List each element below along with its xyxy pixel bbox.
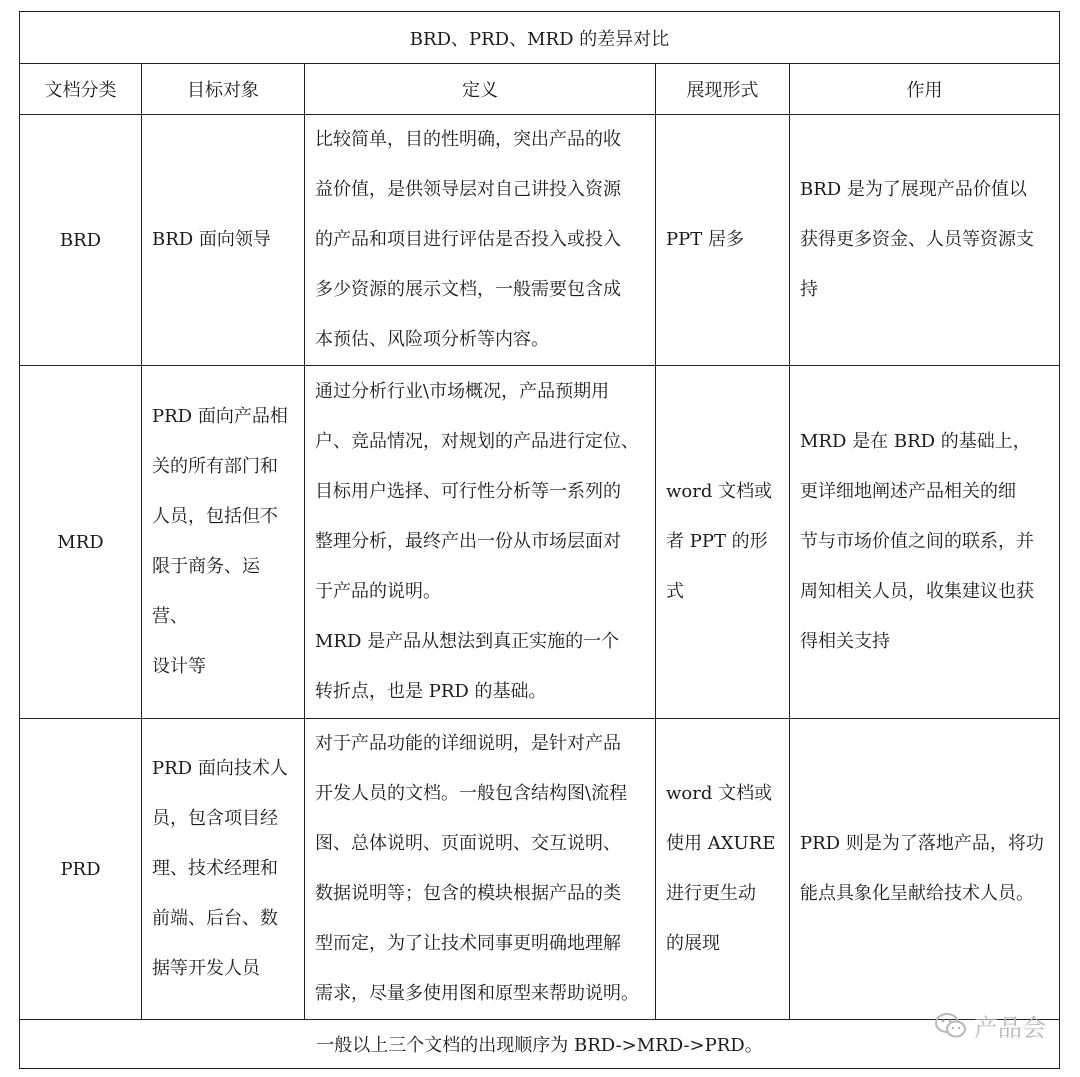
purpose-line: 得相关支持 [800,631,890,652]
category-cell: PRD [20,719,142,1020]
form-line: 使用 AXURE [666,833,776,854]
purpose-line: 节与市场价值之间的联系，并 [800,531,1034,552]
definition-line: 通过分析行业\市场概况，产品预期用 [315,381,610,402]
target-line: 限于商务、运营、 [152,556,260,627]
purpose-line: 更详细地阐述产品相关的细 [800,481,1016,502]
purpose-line: PRD 则是为了落地产品，将功 [800,833,1044,854]
purpose-line: 获得更多资金、人员等资源支 [800,229,1034,250]
definition-cell [305,366,656,719]
definition-cell [305,719,656,1020]
definition-paragraph [315,719,645,1019]
form-cell [656,719,790,1020]
definition-line: 多少资源的展示文档，一般需要包含成 [315,279,621,300]
definition-line: 的产品和项目进行评估是否投入或投入 [315,229,621,250]
definition-line: 户、竞品情况，对规划的产品进行定位、 [315,431,639,452]
table-title-row [20,12,1060,64]
target-cell [142,719,305,1020]
purpose-line: 能点具象化呈献给技术人员。 [800,883,1034,904]
target-line: 人员，包括但不 [152,506,278,527]
purpose-line: BRD 是为了展现产品价值以 [800,179,1027,200]
footer-row [20,1020,1060,1069]
definition-line: MRD 是产品从想法到真正实施的一个 [315,631,620,652]
table-row [20,366,1060,719]
definition-line: 于产品的说明。 [315,581,441,602]
purpose-cell [790,719,1060,1020]
target-line: PRD 面向技术人 [152,758,288,779]
target-line: 前端、后台、数 [152,908,278,929]
header-row [20,64,1060,115]
target-line: 据等开发人员 [152,958,260,979]
header-category: 文档分类 [20,64,142,115]
header-target: 目标对象 [142,64,305,115]
definition-line: 图、总体说明、页面说明、交互说明、 [315,833,621,854]
table-title: BRD、PRD、MRD 的差异对比 [20,12,1060,64]
target-line: PRD 面向产品相 [152,406,288,427]
definition-cell [305,115,656,366]
definition-line: 数据说明等；包含的模块根据产品的类 [315,883,621,904]
category-cell: BRD [20,115,142,366]
purpose-cell [790,115,1060,366]
purpose-line: MRD 是在 BRD 的基础上， [800,431,1031,452]
definition-paragraph [315,367,645,617]
target-cell [142,115,305,366]
comparison-table [19,11,1060,1069]
header-form: 展现形式 [656,64,790,115]
purpose-line: 周知相关人员，收集建议也获 [800,581,1034,602]
form-line: word 文档或 [666,481,773,502]
table-row [20,719,1060,1020]
definition-line: 整理分析，最终产出一份从市场层面对 [315,531,621,552]
definition-line: 本预估、风险项分析等内容。 [315,329,549,350]
target-cell [142,366,305,719]
form-cell [656,366,790,719]
form-line: 的展现 [666,933,720,954]
target-line: 关的所有部门和 [152,456,278,477]
form-line: 者 PPT 的形 [666,531,768,552]
header-definition: 定义 [305,64,656,115]
form-line: PPT 居多 [666,229,744,250]
watermark-text: 产品会 [974,1014,1046,1042]
form-line: 进行更生动 [666,883,756,904]
target-line: 设计等 [152,656,206,677]
definition-line: 型而定，为了让技术同事更明确地理解 [315,933,621,954]
form-cell [656,115,790,366]
definition-line: 对于产品功能的详细说明，是针对产品 [315,733,621,754]
table-row [20,115,1060,366]
form-line: word 文档或 [666,783,773,804]
definition-line: 需求，尽量多使用图和原型来帮助说明。 [315,983,639,1004]
purpose-line: 持 [800,279,818,300]
target-line: BRD 面向领导 [152,229,271,250]
definition-line: 比较简单，目的性明确，突出产品的收 [315,129,621,150]
purpose-cell [790,366,1060,719]
header-purpose: 作用 [790,64,1060,115]
form-line: 式 [666,581,684,602]
definition-line: 益价值，是供领导层对自己讲投入资源 [315,179,621,200]
category-cell: MRD [20,366,142,719]
table-footer: 一般以上三个文档的出现顺序为 BRD->MRD->PRD。 [20,1020,1060,1069]
definition-line: 目标用户选择、可行性分析等一系列的 [315,481,621,502]
definition-line: 开发人员的文档。一般包含结构图\流程 [315,783,628,804]
definition-paragraph [315,115,645,365]
target-line: 理、技术经理和 [152,858,278,879]
definition-line: 转折点，也是 PRD 的基础。 [315,681,547,702]
target-line: 员，包含项目经 [152,808,278,829]
definition-paragraph [315,617,645,717]
